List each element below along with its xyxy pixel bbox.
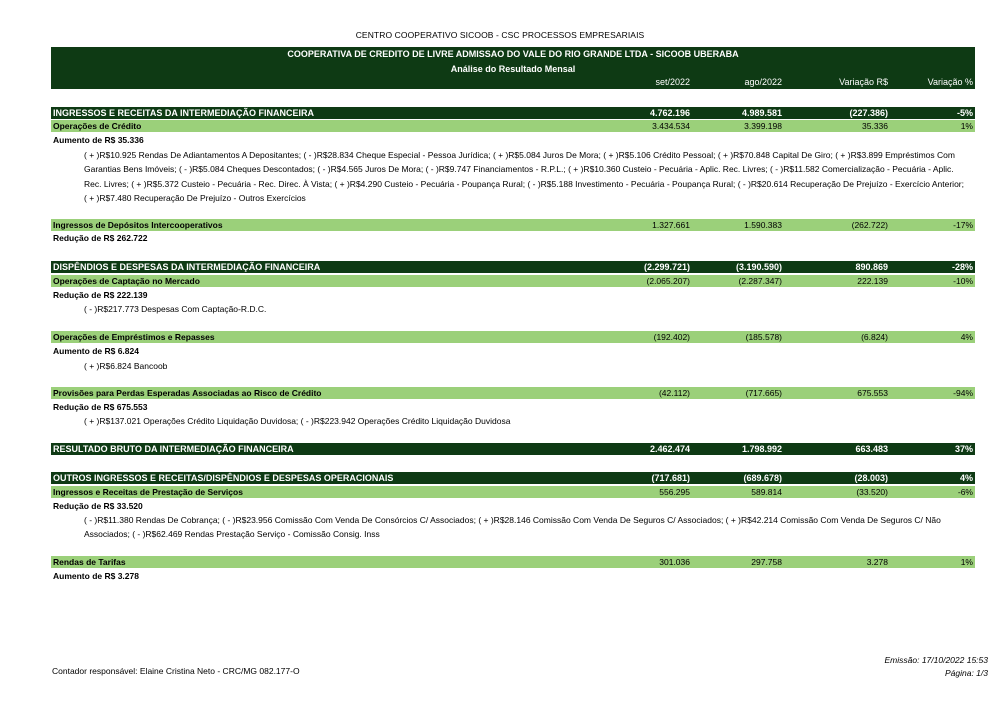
page-number: Página: 1/3 [944,668,988,678]
value-ago: (3.190.590) [735,262,782,272]
detail-emprestimos-repasses: ( + )R$6.824 Bancoob [84,361,168,371]
row-provisoes [51,387,975,399]
value-ago: 1.590.383 [744,220,782,230]
column-header-set2022: set/2022 [655,77,690,87]
row-prestacao-servicos [51,486,975,498]
value-set: (42.112) [658,388,690,398]
section-title: INGRESSOS E RECEITAS DA INTERMEDIAÇÃO FINANCEIRA [53,108,315,118]
note-prestacao-servicos: Redução de R$ 33.520 [53,501,143,511]
row-label: Provisões para Perdas Esperadas Associadas ao Risco de Crédito [53,388,322,398]
value-var-pct: -94% [953,388,973,398]
note-rendas-tarifas: Aumento de R$ 3.278 [53,571,139,581]
value-var-rs: 663.483 [855,444,888,454]
section-title: OUTROS INGRESSOS E RECEITAS/DISPÊNDIOS E DESPESAS OPERACIONAIS [53,473,394,483]
report-org-title: CENTRO COOPERATIVO SICOOB - CSC PROCESSOS EMPRESARIAIS [355,30,645,40]
detail-prestacao-servicos: ( - )R$11.380 Rendas De Cobrança; ( - )R$23.956 Comissão Com Venda De Consórcios C/ Associados; ( + )R$28.146 Comissão Com Venda De Seguros C/ Associados; ( + )R$42.214 Comissão Com Venda De Seguros C/ Não Associados; ( - )R$62.469 Rendas Prestação Serviço - Comissão Consig. Inss [84,515,941,540]
value-var-pct: -17% [953,220,973,230]
value-ago: 1.798.992 [741,444,782,454]
row-label: Ingressos e Receitas de Prestação de Serviços [53,487,243,497]
value-var-rs: 222.139 [857,276,888,286]
row-operacoes-credito [51,120,975,132]
value-set: (2.299.721) [643,262,690,272]
detail-provisoes: ( + )R$137.021 Operações Crédito Liquidação Duvidosa; ( - )R$223.942 Operações Crédito Liquidação Duvidosa [84,416,511,426]
note-emprestimos-repasses: Aumento de R$ 6.824 [53,346,139,356]
note-operacoes-credito: Aumento de R$ 35.336 [53,135,144,145]
row-label: Ingressos de Depósitos Intercooperativos [53,220,223,230]
detail-captacao: ( - )R$217.773 Despesas Com Captação-R.D.C. [84,304,267,314]
report-banner [51,47,975,89]
value-var-pct: -6% [957,487,973,497]
value-ago: (185.578) [745,332,782,342]
column-header-variacao-pct: Variação % [927,77,973,87]
section-title: DISPÊNDIOS E DESPESAS DA INTERMEDIAÇÃO FINANCEIRA [53,262,321,272]
value-var-pct: 4% [959,473,973,483]
value-var-pct: -5% [956,108,973,118]
value-set: 2.462.474 [649,444,690,454]
value-var-rs: (227.386) [849,108,888,118]
cooperative-name: COOPERATIVA DE CREDITO DE LIVRE ADMISSAO DO VALE DO RIO GRANDE LTDA - SICOOB UBERABA [287,49,739,59]
value-set: 4.762.196 [649,108,690,118]
value-set: 3.434.534 [652,121,690,131]
value-var-pct: 37% [954,444,973,454]
row-emprestimos-repasses [51,331,975,343]
section-resultado-row [51,443,975,455]
row-label: Operações de Captação no Mercado [53,276,200,286]
note-intercooperativos: Redução de R$ 262.722 [53,233,148,243]
row-label: Operações de Empréstimos e Repasses [53,332,215,342]
value-set: 556.295 [659,487,690,497]
detail-operacoes-credito: ( + )R$10.925 Rendas De Adiantamentos A Depositantes; ( - )R$28.834 Cheque Especial - Pessoa Jurídica; ( + )R$5.084 Juros De Mora; ( + )R$5.106 Crédito Pessoal; ( + )R$70.848 Capital De Giro; ( + )R$3.899 Empréstimos Com Garantias Bens Imóveis; ( - )R$5.084 Cheques Descontados; ( - )R$4.565 Juros De Mora; ( - )R$9.747 Financiamentos - R.P.L.; ( + )R$10.360 Custeio - Pecuária - Aplic. Rec. Livres; ( - )R$11.582 Comercialização - Pecuária - Aplic. Rec. Livres; ( + )R$5.372 Custeio - Pecuária - Rec. Direc. À Vista; ( + )R$4.290 Custeio - Pecuária - Poupança Rural; ( - )R$5.188 Investimento - Pecuária - Poupança Rural; ( - )R$20.614 Recuperação De Prejuízo - Exercício Anterior; ( + )R$7.480 Recuperação De Prejuízo - Outros Exercícios [84,150,964,203]
value-var-pct: -28% [951,262,973,272]
value-set: (2.065.207) [646,276,690,286]
value-var-rs: 3.278 [866,557,888,567]
value-set: (717.681) [651,473,690,483]
column-header-ago2022: ago/2022 [744,77,782,87]
note-captacao: Redução de R$ 222.139 [53,290,148,300]
note-provisoes: Redução de R$ 675.553 [53,402,148,412]
value-var-rs: (6.824) [861,332,888,342]
value-var-rs: (28.003) [854,473,888,483]
report-subtitle: Análise do Resultado Mensal [450,64,576,74]
section-dispendios-row [51,261,975,273]
value-ago: 297.758 [751,557,782,567]
value-var-pct: 1% [960,121,973,131]
value-ago: 3.399.198 [744,121,782,131]
emission-info [885,654,989,680]
section-ingressos-row [51,107,975,119]
value-var-rs: 675.553 [857,388,888,398]
value-set: (192.402) [653,332,690,342]
value-var-pct: 1% [960,557,973,567]
value-var-rs: (33.520) [856,487,888,497]
value-set: 301.036 [659,557,690,567]
section-outros-row [51,472,975,484]
value-ago: (689.678) [743,473,782,483]
value-ago: 589.814 [751,487,782,497]
value-ago: (717.665) [745,388,782,398]
value-ago: 4.989.581 [741,108,782,118]
section-title: RESULTADO BRUTO DA INTERMEDIAÇÃO FINANCEIRA [53,444,294,454]
row-label: Rendas de Tarifas [53,557,126,567]
value-var-pct: -10% [953,276,973,286]
row-captacao [51,275,975,287]
value-var-pct: 4% [960,332,973,342]
row-intercooperativos [51,219,975,231]
value-var-rs: (262.722) [851,220,888,230]
value-ago: (2.287.347) [738,276,782,286]
value-var-rs: 35.336 [862,121,888,131]
accountant-signature-line: Contador responsável: Elaine Cristina Neto - CRC/MG 082.177-O [52,666,300,676]
emission-date: Emissão: 17/10/2022 15:53 [884,655,988,665]
value-set: 1.327.661 [652,220,690,230]
row-rendas-tarifas [51,556,975,568]
value-var-rs: 890.869 [855,262,888,272]
row-label: Operações de Crédito [53,121,142,131]
column-header-variacao-rs: Variação R$ [839,77,888,87]
